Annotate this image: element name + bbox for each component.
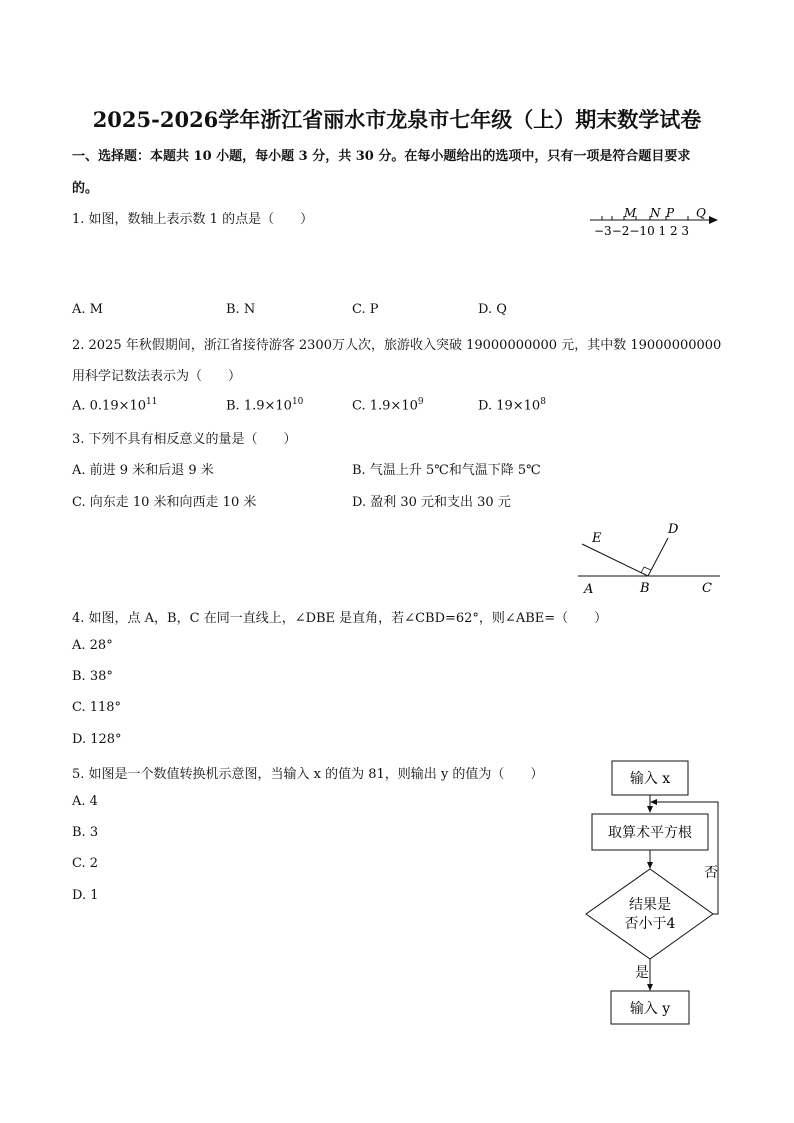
q2-stem-line1: 2. 2025 年秋假期间，浙江省接待游客 2300万人次，旅游收入突破 19000000000 元，其中数 19000000000 — [72, 338, 722, 353]
label-a: A — [584, 582, 594, 597]
flow-process: 取算术平方根 — [608, 825, 692, 841]
q4-stem: 4. 如图，点 A，B，C 在同一直线上，∠DBE 是直角，若∠CBD=62°，则∠ABE=（ ） — [72, 611, 608, 626]
flow-decision-line1: 结果是 — [629, 897, 671, 913]
label-b: B — [640, 581, 650, 596]
q5-stem: 5. 如图是一个数值转换机示意图，当输入 x 的值为 81，则输出 y 的值为（ ） — [72, 767, 544, 782]
tick-labels: −3−2−10 1 2 3 — [594, 224, 690, 238]
q5-option-c: C. 2 — [72, 856, 99, 871]
q4-option-a: A. 28° — [72, 638, 113, 653]
q5-option-b: B. 3 — [72, 825, 99, 840]
section-heading-line1: 一、选择题：本题共 10 小题，每小题 3 分，共 30 分。在每小题给出的选项中，只有一项是符合题目要求 — [72, 149, 691, 164]
q3-stem: 3. 下列不具有相反意义的量是（ ） — [72, 432, 297, 447]
q2-option-c: C. $1.9\times 10^9$ — [352, 397, 424, 414]
q5-option-d: D. 1 — [72, 888, 99, 903]
section-heading-line2: 的。 — [72, 181, 99, 196]
q1-option-a: A. M — [72, 302, 103, 317]
label-d: D — [668, 522, 679, 537]
q1-number-line-figure — [588, 204, 728, 240]
q4-option-d: D. 128° — [72, 732, 122, 747]
q1-option-d: D. Q — [478, 302, 507, 317]
q2-stem-line2: 用科学记数法表示为（ ） — [72, 369, 242, 384]
q4-option-c: C. 118° — [72, 700, 122, 715]
q3-option-c: C. 向东走 10 米和向西走 10 米 — [72, 495, 257, 510]
q3-option-d: D. 盈利 30 元和支出 30 元 — [352, 495, 511, 510]
q1-option-c: C. P — [352, 302, 379, 317]
q3-option-a: A. 前进 9 米和后退 9 米 — [72, 463, 214, 478]
q5-flowchart — [580, 758, 730, 1028]
flow-yes-label: 是 — [635, 965, 649, 981]
label-n: N — [650, 206, 661, 220]
label-p: P — [666, 206, 675, 220]
q4-angle-figure — [572, 518, 722, 598]
flow-input: 输入 x — [629, 771, 671, 787]
page-title: 2025-2026学年浙江省丽水市龙泉市七年级（上）期末数学试卷 — [92, 107, 702, 132]
label-q: Q — [696, 206, 706, 220]
flow-output: 输入 y — [629, 1001, 671, 1017]
q2-option-b: B. $1.9\times 10^{10}$ — [226, 397, 304, 414]
q1-option-b: B. N — [226, 302, 256, 317]
q4-option-b: B. 38° — [72, 669, 113, 684]
flow-decision-line2: 否小于4 — [624, 916, 676, 932]
label-e: E — [592, 531, 602, 546]
q2-option-a: A. $0.19\times 10^{11}$ — [72, 397, 158, 414]
label-m: M — [624, 206, 637, 220]
q5-option-a: A. 4 — [72, 794, 98, 809]
q2-option-d: D. $19\times 10^8$ — [478, 397, 546, 414]
q1-stem: 1. 如图，数轴上表示数 1 的点是（ ） — [72, 212, 314, 227]
flow-no-label: 否 — [704, 865, 718, 881]
q3-option-b: B. 气温上升 5℃和气温下降 5℃ — [352, 463, 541, 478]
label-c: C — [702, 581, 712, 596]
